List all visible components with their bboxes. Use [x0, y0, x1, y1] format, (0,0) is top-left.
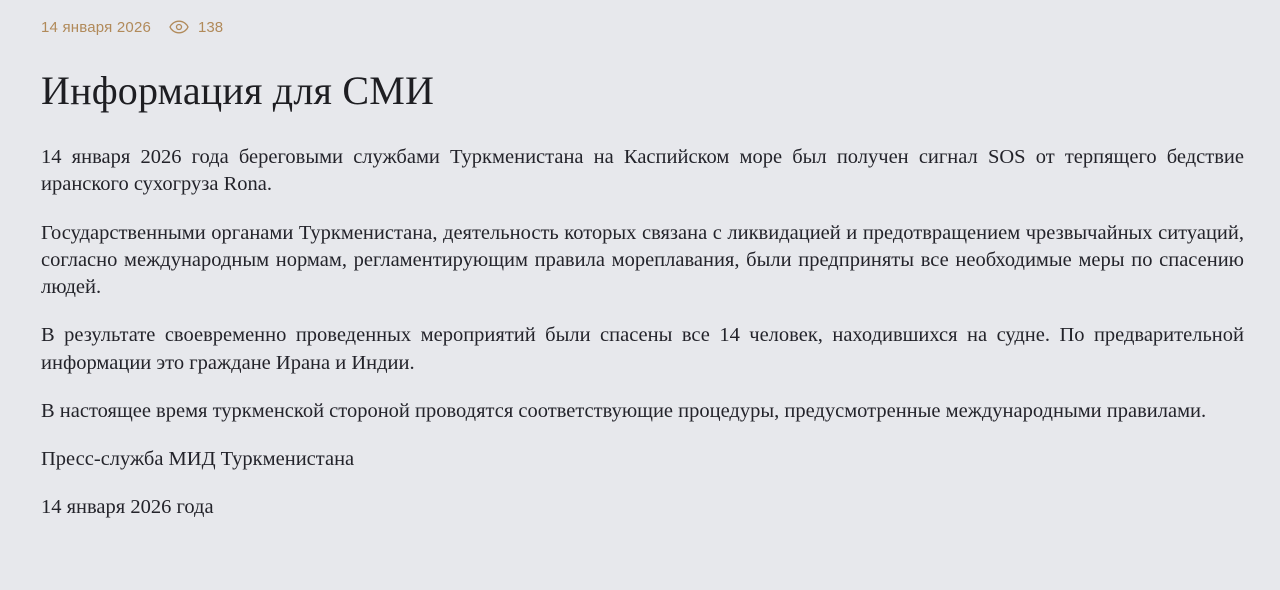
article-signature: Пресс-служба МИД Туркменистана	[41, 448, 355, 470]
article-paragraph: 14 января 2026 года береговыми службами Туркменистана на Каспийском море был получен сигнал SOS от терпящего бедствие иранского сухогруза Rona.	[41, 146, 1244, 196]
views-count: 138	[198, 18, 224, 36]
article-meta	[0, 0, 1280, 40]
page-title: Информация для СМИ	[41, 68, 435, 113]
article-body	[0, 144, 1280, 522]
article-date-footer: 14 января 2026 года	[41, 496, 214, 519]
article-paragraph: Государственными органами Туркменистана, деятельность которых связана с ликвидацией и предотвращением чрезвычайных ситуаций, согласно международным нормам, регламентирующим правила мореплавания, были предприняты все необходимые меры по спасению людей.	[41, 221, 1244, 298]
views-group	[169, 19, 223, 36]
eye-icon	[169, 20, 189, 34]
article-paragraph: В результате своевременно проведенных мероприятий были спасены все 14 человек, находившихся на судне. По предварительной информации это граждане Ирана и Индии.	[41, 324, 1244, 374]
article-paragraph: В настоящее время туркменской стороной проводятся соответствующие процедуры, предусмотренные международными правилами.	[41, 399, 1207, 422]
publish-date: 14 января 2026	[41, 18, 152, 36]
